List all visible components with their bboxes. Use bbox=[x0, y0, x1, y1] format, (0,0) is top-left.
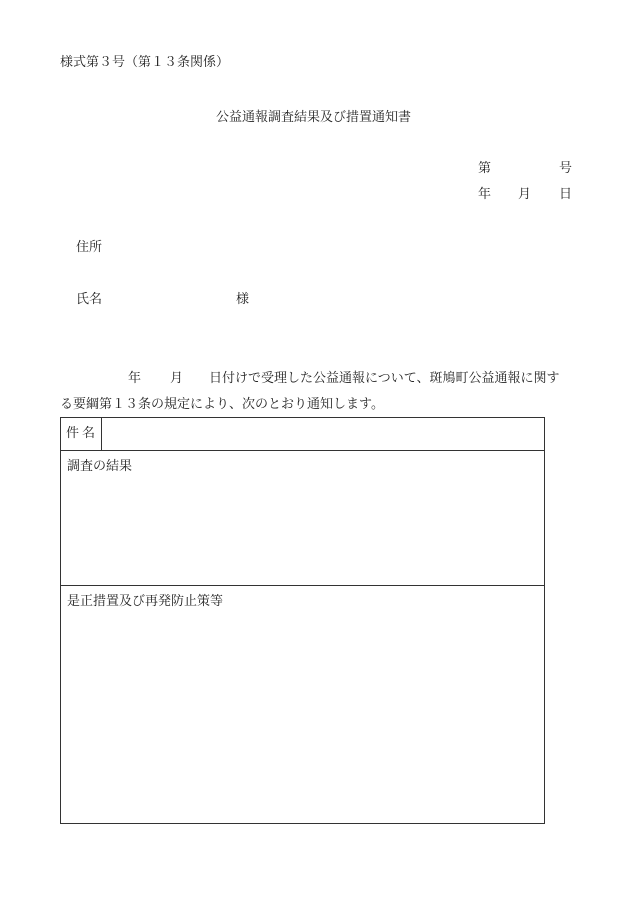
investigation-result-label: 調査の結果 bbox=[67, 459, 133, 474]
investigation-result-cell bbox=[61, 451, 544, 586]
corrective-measures-cell bbox=[61, 586, 544, 823]
subject-value bbox=[103, 418, 544, 450]
address-label: 住所 bbox=[76, 240, 103, 255]
corrective-measures-label: 是正措置及び再発防止策等 bbox=[67, 594, 224, 609]
date-month: 月 bbox=[518, 187, 532, 202]
name-label: 氏名 bbox=[76, 292, 103, 307]
notification-table bbox=[60, 417, 545, 824]
date-day: 日 bbox=[559, 187, 573, 202]
subject-label: 件名 bbox=[61, 418, 102, 450]
document-number-suffix: 号 bbox=[559, 161, 573, 176]
document-number-prefix: 第 bbox=[478, 161, 492, 176]
body-line2-text: る要綱第１３条の規定により、次のとおり通知します。 bbox=[60, 397, 384, 412]
document-title: 公益通報調査結果及び措置通知書 bbox=[216, 110, 412, 125]
subject-row bbox=[61, 418, 544, 451]
honorific: 様 bbox=[236, 292, 250, 307]
body-year: 年 bbox=[128, 371, 142, 386]
body-month: 月 bbox=[170, 371, 184, 386]
date-year: 年 bbox=[478, 187, 492, 202]
body-line1-text: 日付けで受理した公益通報について、斑鳩町公益通報に関す bbox=[209, 371, 560, 386]
form-number: 様式第３号（第１３条関係） bbox=[60, 55, 230, 70]
